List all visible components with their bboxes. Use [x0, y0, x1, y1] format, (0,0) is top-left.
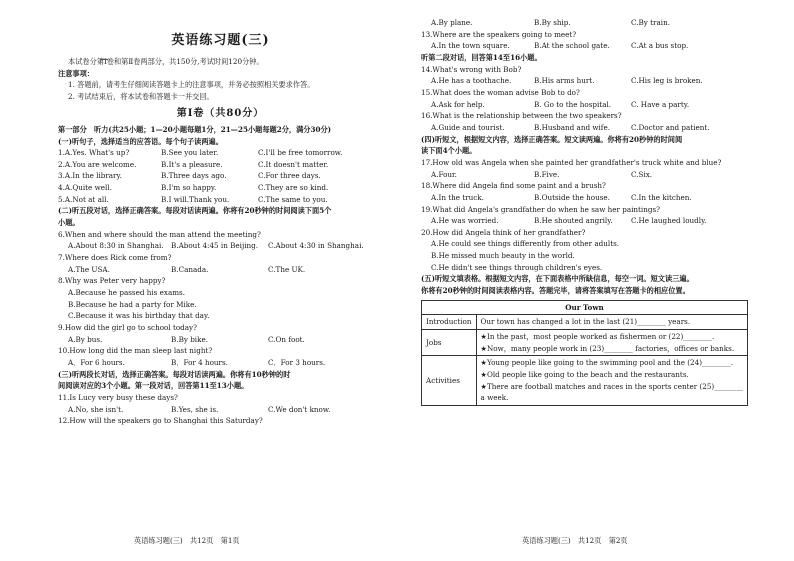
- question-10: 10.How long did the man sleep last night?: [58, 346, 213, 356]
- row-content: [476, 330, 747, 356]
- option: C.We don't know.: [268, 404, 331, 414]
- table-row: [422, 315, 748, 330]
- option: A.Because he passed his exams.: [68, 288, 186, 298]
- notice-item: 2. 考试结束后，将本试卷和答题卡一并交回。: [68, 92, 214, 102]
- question-9: 9.How did the girl go to school today?: [58, 323, 197, 333]
- option: C.He laughed loudly.: [631, 216, 707, 226]
- question-15: 15.What does the woman advise Bob to do?: [421, 87, 580, 97]
- option: C.I'll be free tomorrow.: [258, 148, 343, 158]
- row-label: Activities: [422, 356, 477, 406]
- option: C.Doctor and patient.: [631, 122, 710, 132]
- option: C.For three days.: [258, 171, 321, 181]
- option: A．For 6 hours.: [68, 357, 125, 367]
- option: C.The UK.: [268, 264, 306, 274]
- page-footer: 英语练习题(三) 共12页 第2页: [522, 536, 628, 546]
- option: B.Canada.: [171, 264, 209, 274]
- option: A.By plane.: [431, 18, 473, 27]
- question-6: 6.When and where should the man attend the meeting?: [58, 229, 261, 239]
- option: B.Yes, she is.: [171, 404, 219, 414]
- option: B.I'm so happy.: [161, 183, 217, 193]
- question-options: [421, 40, 756, 52]
- row-content: [476, 315, 747, 330]
- question-13: 13.Where are the speakers going to meet?: [421, 29, 577, 39]
- option: B.About 4:45 in Beijing.: [171, 241, 259, 251]
- question-7: 7.Where does Rick come from?: [58, 253, 172, 263]
- option: A.He has a toothache.: [431, 76, 512, 86]
- question-options: [421, 215, 756, 227]
- question-12: 12.How will the speakers go to Shanghai this Saturday?: [58, 416, 263, 426]
- option: B.He missed much beauty in the world.: [431, 251, 575, 261]
- option: A.Ask for help.: [431, 99, 485, 109]
- question-options: [421, 122, 756, 134]
- option: 4.A.Quite well.: [58, 183, 112, 193]
- section3-instruction-cont: 间阅读对应的3个小题。第一段对话，回答第11至13小题。: [58, 381, 249, 391]
- question-options: [58, 159, 383, 171]
- option: 5.A.Not at all.: [58, 194, 109, 204]
- option: A.The USA.: [68, 264, 110, 274]
- question-options: [58, 357, 383, 369]
- option: B.Husband and wife.: [534, 122, 611, 132]
- option: B.Outside the house.: [534, 192, 610, 202]
- question-8: 8.Why was Peter very happy?: [58, 276, 166, 286]
- option: B.His arms hurt.: [534, 76, 595, 86]
- option: C.They are so kind.: [258, 183, 329, 193]
- section5-instruction: (五)听短文填表格。根据短文内容，在下面表格中所缺信息，每空一词。短文读三遍。: [421, 274, 694, 284]
- section1-instruction: (一)听句子，选择适当的应答语。每个句子读两遍。: [58, 136, 223, 146]
- option: A.Guide and tourist.: [431, 122, 505, 132]
- section2-instruction: (二)听五段对话，选择正确答案。每段对话读两遍。你将有20秒钟的时间阅读下面5个: [58, 206, 332, 216]
- section3-instruction: (三)听两段长对话，选择正确答案。每段对话读两遍。你将有10秒钟的时: [58, 369, 291, 379]
- question-16: 16.What is the relationship between the two speakers?: [421, 111, 622, 121]
- option: A.No, she isn't.: [68, 404, 124, 414]
- option: B.By ship.: [534, 18, 571, 27]
- option: B．For 4 hours.: [171, 357, 228, 367]
- row-content: [476, 356, 747, 406]
- option: A.Four.: [431, 169, 457, 179]
- dialogue2-instruction: 听第二段对话，回答第14至16小题。: [421, 52, 542, 62]
- question-20: 20.How did Angela think of her grandfather?: [421, 227, 586, 237]
- question-options: [58, 334, 383, 346]
- option: A.About 8:30 in Shanghai.: [68, 241, 164, 251]
- option: C.The same to you.: [258, 194, 328, 204]
- option: C.About 4:30 in Shanghai.: [268, 241, 364, 251]
- question-options: [58, 182, 383, 194]
- question-14: 14.What's wrong with Bob?: [421, 64, 522, 74]
- section-title: 第Ⅰ卷（共80分）: [176, 107, 265, 119]
- option: C.Because it was his birthday that day.: [68, 311, 210, 321]
- row-line: a week.: [480, 393, 509, 403]
- section4-instruction-cont: 读下面4个小题。: [421, 146, 477, 156]
- row-line: ★In the past，most people worked as fishermen or (22)________.: [480, 332, 715, 342]
- option: C.On foot.: [268, 334, 305, 344]
- table-row: [422, 330, 748, 356]
- option: 1.A.Yes. What's up?: [58, 148, 130, 158]
- option: B.He shouted angrily.: [534, 216, 613, 226]
- our-town-table: [421, 300, 748, 406]
- section5-instruction-cont: 你将有20秒钟的时间阅读表格内容。答题完毕，请将答案填写在答题卡的相应位置。: [421, 286, 690, 296]
- exam-intro: 本试卷分第Ⅰ卷和第Ⅱ卷两部分，共150分,考试时间120分钟。: [68, 57, 264, 67]
- row-line: ★Young people like going to the swimming pool and the (24)________.: [480, 358, 734, 368]
- question-options: [58, 147, 383, 159]
- option: B.See you later.: [161, 148, 219, 158]
- option: A.In the town square.: [431, 41, 510, 51]
- option: C．For 3 hours.: [268, 357, 326, 367]
- option: C.At a bus stop.: [631, 41, 689, 51]
- option: C.By train.: [631, 18, 670, 27]
- option: B.Five.: [534, 169, 560, 179]
- option: B.At the school gate.: [534, 41, 610, 51]
- row-line: ★Old people like going to the beach and the restaurants.: [480, 370, 689, 380]
- page-footer: 英语练习题(三) 共12页 第1页: [134, 536, 240, 546]
- question-18: 18.Where did Angela find some paint and a brush?: [421, 181, 606, 191]
- decorative-dash: [100, 59, 108, 60]
- row-label: Introduction: [422, 315, 477, 330]
- row-line: Our town has changed a lot in the last (21)________ years.: [480, 317, 691, 327]
- option: A.He was worried.: [431, 216, 499, 226]
- notice-heading: 注意事项：: [58, 68, 94, 78]
- option: C.It doesn't matter.: [258, 159, 329, 169]
- option: C.His leg is broken.: [631, 76, 703, 86]
- table-row: [422, 356, 748, 406]
- option: A.He could see things differently from other adults.: [431, 239, 620, 249]
- option: B.Three days ago.: [161, 171, 227, 181]
- part-heading: 第一部分 听力(共25小题；1—20小题每题1分，21—25小题每题2分，满分30分): [58, 124, 332, 134]
- section2-instruction-cont: 小题。: [58, 218, 80, 228]
- option: 2.A.You are welcome.: [58, 159, 137, 169]
- row-line: ★Now，many people work in (23)________ factories，offices or banks.: [480, 343, 735, 353]
- question-17: 17.How old was Angela when she painted her grandfather's truck white and blue?: [421, 157, 722, 167]
- question-options: [421, 17, 756, 29]
- question-options: [421, 75, 756, 87]
- question-options: [58, 404, 383, 416]
- section4-instruction: (四)听短文，根据短文内容，选择正确答案。短文读两遍。你将有20秒钟的时间阅: [421, 134, 683, 144]
- option: C.Six.: [631, 169, 653, 179]
- option: C.He didn't see things through children's eyes.: [431, 262, 603, 272]
- option: C.In the kitchen.: [631, 192, 692, 202]
- option: C. Have a party.: [631, 99, 690, 109]
- option: B.Because he had a party for Mike.: [68, 299, 197, 309]
- option: B. Go to the hospital.: [534, 99, 612, 109]
- question-options: [58, 240, 383, 252]
- question-options: [421, 192, 756, 204]
- right-page: [397, 0, 794, 561]
- question-options: [421, 99, 756, 111]
- question-19: 19.What did Angela's grandfather do when he saw her paintings?: [421, 204, 661, 214]
- question-options: [58, 264, 383, 276]
- table-title: Our Town: [422, 300, 748, 315]
- option: B.It's a pleasure.: [161, 159, 223, 169]
- question-options: [58, 194, 383, 206]
- option: B.I will.Thank you.: [161, 194, 230, 204]
- option: A.In the truck.: [431, 192, 484, 202]
- row-label: Jobs: [422, 330, 477, 356]
- option: A.By bus.: [68, 334, 103, 344]
- question-options: [421, 169, 756, 181]
- question-11: 11.Is Lucy very busy these days?: [58, 392, 178, 402]
- row-line: ★There are football matches and races in the sports center (25)________: [480, 381, 743, 391]
- notice-item: 1. 答题前，请考生仔细阅读答题卡上的注意事项，并务必按照相关要求作答。: [68, 80, 315, 90]
- question-options: [58, 170, 383, 182]
- option: B.By bike.: [171, 334, 208, 344]
- exam-title: 英语练习题(三): [171, 33, 270, 48]
- option: 3.A.In the library.: [58, 171, 122, 181]
